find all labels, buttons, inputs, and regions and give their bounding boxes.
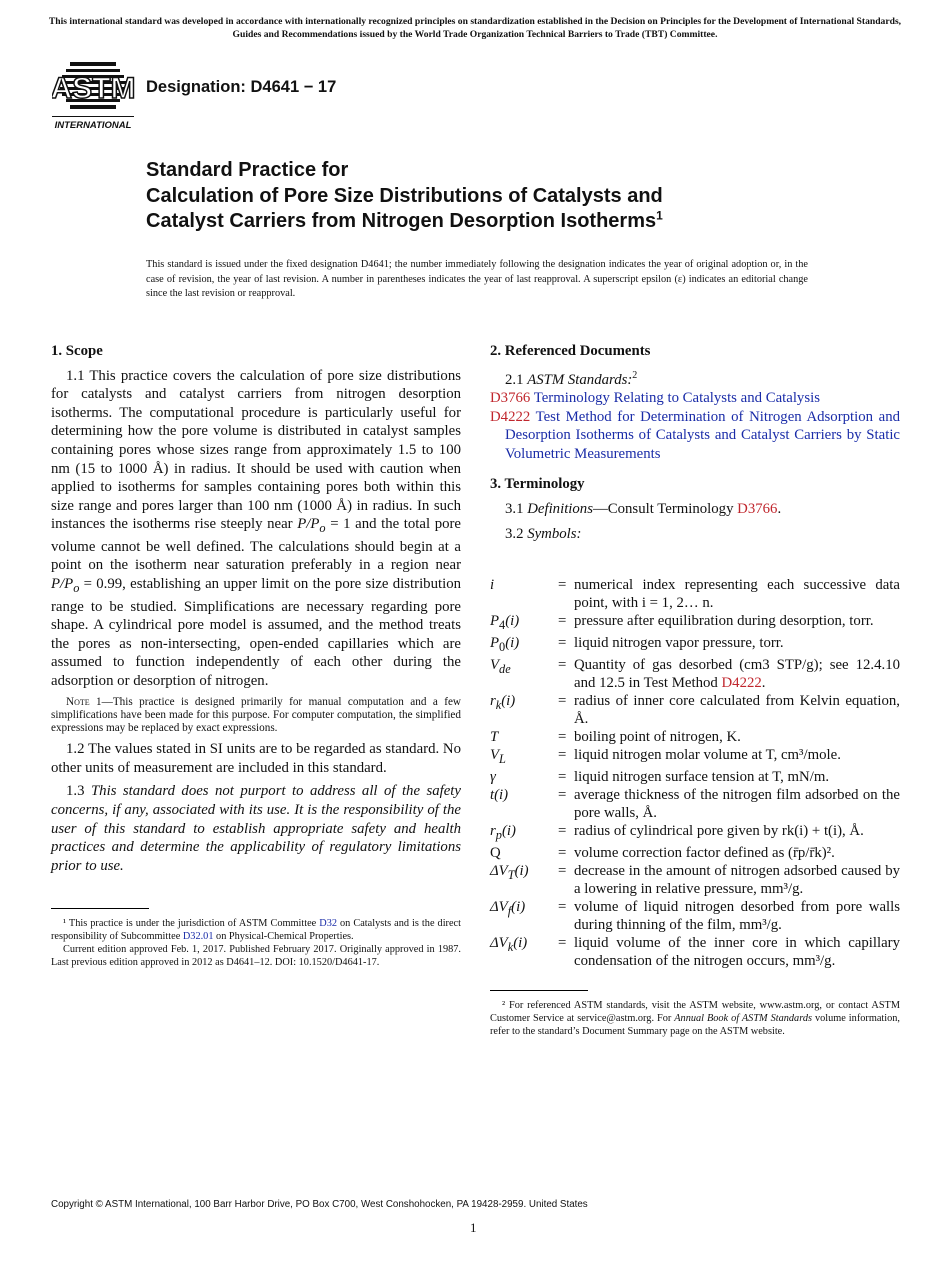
scope-paragraph-1-2: 1.2 The values stated in SI units are to be regarded as standard. No other units of measurement are included in this standard. (51, 741, 461, 776)
astm-standards-label: 2.1 ASTM Standards:$^2$ (505, 369, 638, 388)
title-line-1: Standard Practice for (146, 159, 349, 181)
terminology-link[interactable]: D3766 (737, 501, 778, 518)
reference-code[interactable]: D4222 (490, 408, 531, 425)
reference-title[interactable]: Terminology Relating to Catalysts and Catalysis (533, 390, 820, 407)
test-method-link[interactable]: D4222 (721, 675, 762, 692)
document-title (146, 158, 866, 235)
definitions-paragraph: 3.1 Definitions—Consult Terminology D3766. (505, 501, 782, 518)
copyright-footer: Copyright © ASTM International, 100 Barr Harbor Drive, PO Box C700, West Conshohocken, PA 19428-2959. United States (51, 1199, 588, 1210)
symbols-list (490, 576, 900, 970)
symbol-row: $r_k(i)$ = radius of inner core calculated from Kelvin equation, Å. (490, 693, 900, 728)
symbol-row: $\Delta V_k(i)$ = liquid volume of the inner core in which capillary condensation of the nitrogen occurs, mm³/g. (490, 935, 900, 970)
section-terminology-heading: 3. Terminology (490, 476, 585, 493)
section-referenced-heading: 2. Referenced Documents (490, 343, 651, 359)
reference-code[interactable]: D3766 (490, 390, 531, 407)
right-column (490, 342, 900, 1038)
symbol-row: $V_{de}$ = Quantity of gas desorbed (cm3 STP/g); see 12.4.10 and 12.5 in Test Method D4222. (490, 657, 900, 692)
reference-d3766[interactable] (490, 389, 900, 408)
symbol-row: $P_4(i)$ = pressure after equilibration during desorption, torr. (490, 613, 874, 633)
issuance-note: This standard is issued under the fixed designation D4641; the number immediately following the designation indicates the year of original adoption or, in the case of revision, the year of last revision. A number in parentheses indicates the year of last reapproval. A superscript epsilon (ε) indicates an editorial change since the last revision or reapproval. (146, 259, 808, 300)
symbol-row: t(i) = average thickness of the nitrogen film adsorbed on the pore walls, Å. (490, 787, 900, 822)
page-number: 1 (470, 1220, 477, 1235)
designation: Designation: D4641 − 17 (146, 78, 337, 96)
scope-paragraph-1-3: 1.3 This standard does not purport to address all of the safety concerns, if any, associated with its use. It is the responsibility of the user of this standard to establish appropriate safety and health practices and determine the applicability of regulatory limitations prior to use. (51, 783, 461, 874)
scope-note-1: Note 1—This practice is designed primarily for manual computation and a few simplifications have been made for this purpose. For computer computation, the simplified expressions may be replaced by exact expressions. (51, 695, 461, 734)
symbol-row: Q = volume correction factor defined as (r̄p/r̄k)². (490, 845, 835, 862)
symbol-row: $\Delta V_f(i)$ = volume of liquid nitrogen desorbed from pore walls during thinning of the film, mm³/g. (490, 899, 900, 934)
symbol-row: $V_L$ = liquid nitrogen molar volume at T, cm³/mole. (490, 747, 841, 767)
symbol-row: $P_0(i)$ = liquid nitrogen vapor pressure, torr. (490, 635, 784, 655)
title-footnote-mark: 1 (656, 208, 663, 223)
reference-d4222[interactable] (490, 408, 900, 464)
symbol-row: $r_p(i)$ = radius of cylindrical pore given by rk(i) + t(i), Å. (490, 823, 864, 843)
title-line-3: Catalyst Carriers from Nitrogen Desorption Isotherms$^1$ (146, 208, 663, 232)
title-line-2: Calculation of Pore Size Distributions of Catalysts and (146, 184, 663, 207)
logo-subtext: INTERNATIONAL (54, 120, 132, 131)
footnote-2: ² For referenced ASTM standards, visit the ASTM website, www.astm.org, or contact ASTM Customer Service at service@astm.org. For Annual Book of ASTM Standards volume information, refer to the standard’s Document Summary page on the ASTM website. (490, 1000, 900, 1038)
symbol-row: γ = liquid nitrogen surface tension at T, mN/m. (490, 769, 830, 786)
astm-logo-graphic (52, 58, 136, 134)
astm-logo (52, 58, 136, 134)
reference-title[interactable]: Test Method for Determination of Nitrogen Adsorption and Desorption Isotherms of Catalysts and Catalyst Carriers by Static Volumetric Measurements (505, 408, 900, 462)
standards-notice: This international standard was developed in accordance with internationally recognized principles on standardization established in the Decision on Principles for the Development of International Standards, Guides and Recommendations issued by the World Trade Organization Technical Barriers to Trade (TBT) Committee. (48, 16, 902, 40)
footnote-edition: Current edition approved Feb. 1, 2017. Published February 2017. Originally approved in 1987. Last previous edition approved in 2012 as D4641–12. DOI: 10.1520/D4641-17. (51, 944, 461, 969)
scope-paragraph-1-1: 1.1 This practice covers the calculation of pore size distributions for catalysts and catalyst carriers from nitrogen desorption isotherms. The computational procedure is particularly useful for determining how the pore volume is distributed in catalyst samples containing pores whose sizes range from approximately 1.5 to 100 nm (15 to 1000 Å) in radius. It should be used with caution when applied to isotherms for samples containing pores both within this size range and pores larger than 100 nm (1000 Å) in radius. In such instances the isotherms rise steeply near $P/P_o = 1$ and the total pore volume cannot be well defined. The calculations should begin at a point on the isotherm near saturation preferably in a region near $P/P_o = 0.99$, establishing an upper limit on the pore size distribution range to be studied. Simplifications are necessary regarding pore shape. A cylindrical pore model is assumed, and the method treats the pores as non-intersecting, open-ended capillaries which are assumed to function independently of each other during the adsorption or desorption of nitrogen. (51, 367, 462, 689)
committee-link[interactable]: D32 (319, 918, 337, 930)
symbol-row: i = numerical index representing each successive data point, with i = 1, 2… n. (490, 577, 900, 612)
logo-text: ASTM (52, 72, 136, 105)
section-scope-heading: 1. Scope (51, 343, 103, 359)
symbol-row: $\Delta V_T(i)$ = decrease in the amount of nitrogen adsorbed caused by a lowering in relative pressure, mm³/g. (490, 863, 900, 898)
left-column (51, 342, 461, 969)
symbols-label: 3.2 Symbols: (505, 525, 582, 542)
footnote-1: ¹ This practice is under the jurisdiction of ASTM Committee D32 on Catalysts and is the direct responsibility of Subcommittee D32.01 on Physical-Chemical Properties. (51, 918, 461, 943)
symbol-row: T = boiling point of nitrogen, K. (490, 729, 741, 746)
subcommittee-link[interactable]: D32.01 (182, 931, 214, 943)
